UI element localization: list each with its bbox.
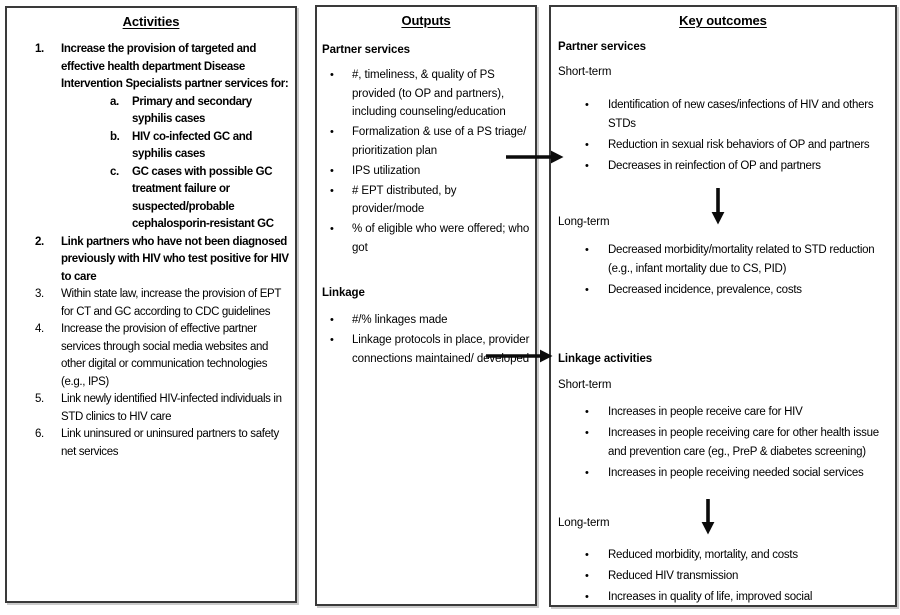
- outputs-partner-services-heading: Partner services: [322, 44, 410, 56]
- bullet-text: IPS utilization: [352, 164, 421, 177]
- item-number: 6.: [35, 428, 44, 440]
- bullet-dot: •: [585, 138, 589, 151]
- outcomes-linkage-activities-heading: Linkage activities: [558, 353, 653, 365]
- bullet-text: # EPT distributed, by provider/mode: [352, 184, 457, 215]
- bullet-text: #, timeliness, & quality of PS provided (to OP and partners), including counseling/education: [352, 69, 506, 118]
- bullet-item: [585, 588, 891, 607]
- bullet-item: [585, 546, 891, 565]
- bullet-dot: •: [585, 283, 589, 296]
- key-outcomes-title: Key outcomes: [679, 13, 767, 28]
- bullet-item: [585, 567, 891, 586]
- bullet-dot: •: [330, 184, 334, 197]
- partner-long-term-list: [551, 241, 895, 302]
- activities-list: [7, 41, 295, 461]
- activity-subitem-c: [7, 164, 295, 234]
- bullet-text: Increases in people receiving care for other health issue and prevention care (eg., PreP & diabetes screening): [608, 427, 879, 458]
- bullet-text: #/% linkages made: [352, 314, 448, 326]
- bullet-dot: •: [330, 223, 334, 235]
- partner-short-term-list: [551, 96, 895, 178]
- outputs-linkage-list: [317, 311, 535, 370]
- bullet-dot: •: [330, 314, 334, 326]
- outputs-partner-services-list: [317, 66, 535, 259]
- item-text: Increase the provision of targeted and effective health department Disease Intervention Specialists partner services for:: [61, 43, 289, 90]
- outcomes-partner-services-heading: Partner services: [558, 41, 646, 53]
- subitem-text: HIV co-infected GC and syphilis cases: [132, 130, 253, 160]
- activity-item-4: [7, 321, 295, 391]
- bullet-dot: •: [330, 164, 334, 177]
- item-number: 3.: [35, 288, 44, 300]
- bullet-text: Increases in people receive care for HIV: [608, 406, 803, 418]
- bullet-item: [585, 241, 891, 278]
- bullet-item: [330, 162, 531, 181]
- bullet-dot: •: [330, 334, 334, 346]
- item-text: Link newly identified HIV-infected individuals in STD clinics to HIV care: [61, 393, 282, 423]
- activity-item-3: [7, 286, 295, 321]
- subitem-text: GC cases with possible GC treatment failure or suspected/probable cephalosporin-resistant GC: [132, 165, 274, 230]
- bullet-item: [330, 311, 531, 330]
- bullet-dot: •: [585, 549, 589, 561]
- bullet-dot: •: [585, 159, 589, 172]
- activity-item-5: [7, 391, 295, 426]
- bullet-item: [585, 403, 891, 422]
- bullet-item: [585, 96, 891, 133]
- activity-item-2: [7, 234, 295, 287]
- activity-item-1: [7, 41, 295, 94]
- bullet-text: Identification of new cases/infections of HIV and others STDs: [608, 99, 874, 130]
- bullet-text: Reduced HIV transmission: [608, 570, 739, 582]
- bullet-item: [330, 331, 531, 368]
- bullet-dot: •: [330, 69, 334, 81]
- bullet-text: Increases in quality of life, improved social: [608, 591, 813, 603]
- bullet-item: [330, 182, 531, 219]
- item-text: Within state law, increase the provision of EPT for CT and GC according to CDC guidelines: [61, 288, 281, 318]
- bullet-text: Decreased morbidity/mortality related to STD reduction (e.g., infant mortality due to CS, PID): [608, 244, 875, 275]
- bullet-dot: •: [585, 99, 589, 111]
- bullet-text: Decreases in reinfection of OP and partners: [608, 159, 821, 172]
- partner-short-term-label: Short-term: [558, 66, 612, 78]
- bullet-text: Linkage protocols in place, provider connections maintained/ developed: [352, 334, 530, 365]
- bullet-text: Reduction in sexual risk behaviors of OP and partners: [608, 138, 870, 151]
- subitem-letter: a.: [110, 95, 119, 108]
- bullet-item: [585, 464, 891, 483]
- subitem-text: Primary and secondary syphilis cases: [132, 95, 252, 125]
- bullet-dot: •: [585, 591, 589, 603]
- item-number: 5.: [35, 393, 44, 405]
- outputs-panel: [315, 5, 537, 606]
- bullet-item: [585, 281, 891, 300]
- bullet-item: [330, 220, 531, 257]
- bullet-dot: •: [585, 244, 589, 256]
- item-text: Link uninsured or uninsured partners to safety net services: [61, 428, 279, 458]
- activity-subitem-b: [7, 129, 295, 164]
- bullet-item: [330, 66, 531, 122]
- linkage-long-term-label: Long-term: [558, 517, 610, 529]
- bullet-item: [330, 123, 531, 160]
- bullet-item: [585, 157, 891, 176]
- bullet-dot: •: [585, 427, 589, 439]
- bullet-item: [585, 136, 891, 155]
- subitem-letter: c.: [110, 165, 119, 178]
- bullet-text: Decreased incidence, prevalence, costs: [608, 283, 802, 296]
- key-outcomes-panel: [549, 5, 897, 607]
- outputs-linkage-heading: Linkage: [322, 287, 365, 299]
- bullet-item: [585, 424, 891, 461]
- item-number: 2.: [35, 235, 44, 248]
- bullet-text: Increases in people receiving needed social services: [608, 466, 864, 479]
- linkage-short-term-label: Short-term: [558, 379, 612, 391]
- bullet-dot: •: [585, 466, 589, 479]
- bullet-dot: •: [330, 126, 334, 138]
- activities-title: Activities: [122, 14, 180, 29]
- activity-subitem-a: [7, 94, 295, 129]
- item-text: Link partners who have not been diagnosed previously with HIV who test positive for HIV to care: [61, 235, 289, 283]
- partner-long-term-label: Long-term: [558, 216, 610, 228]
- linkage-long-term-list: [551, 546, 895, 609]
- bullet-text: Formalization & use of a PS triage/ prioritization plan: [352, 126, 527, 157]
- subitem-letter: b.: [110, 130, 120, 143]
- bullet-dot: •: [585, 406, 589, 418]
- item-number: 4.: [35, 323, 44, 335]
- bullet-text: Reduced morbidity, mortality, and costs: [608, 549, 798, 561]
- linkage-short-term-list: [551, 403, 895, 485]
- bullet-dot: •: [585, 570, 589, 582]
- activities-panel: [5, 6, 297, 603]
- item-number: 1.: [35, 43, 44, 55]
- bullet-text: % of eligible who were offered; who got: [352, 223, 530, 254]
- activity-item-6: [7, 426, 295, 461]
- item-text: Increase the provision of effective partner services through social media websites and other digital or communication technologies (e.g., IPS): [61, 323, 269, 388]
- outputs-title: Outputs: [401, 13, 451, 28]
